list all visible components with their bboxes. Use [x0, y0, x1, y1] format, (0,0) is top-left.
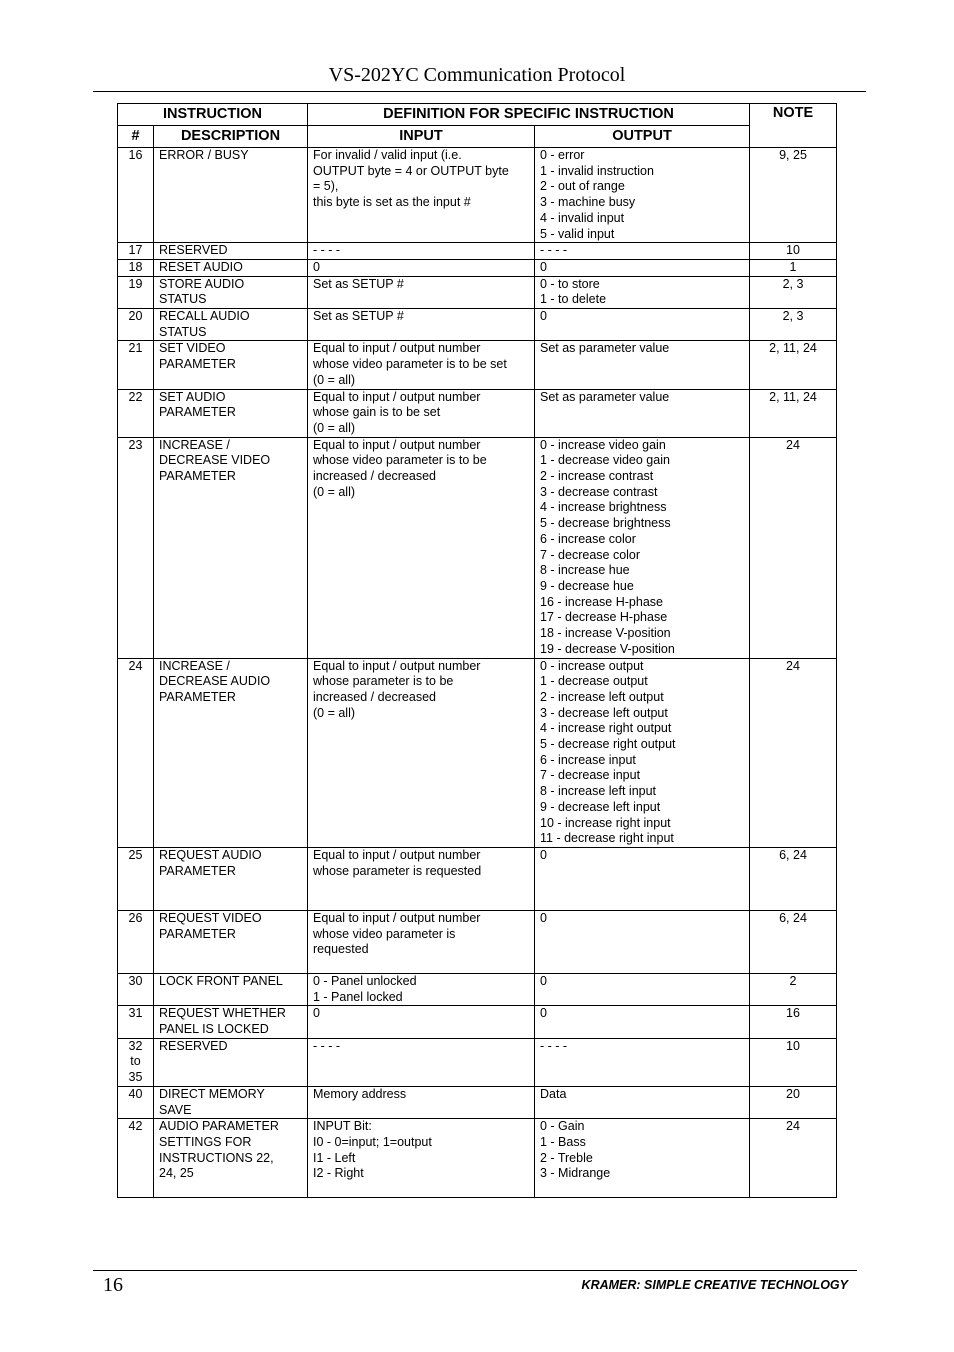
cell-description [154, 437, 308, 658]
cell-line: STORE AUDIO [159, 276, 245, 291]
cell-description [154, 658, 308, 847]
cell-line: PANEL IS LOCKED [159, 1022, 269, 1037]
table-row [118, 389, 837, 437]
cell-input [308, 341, 535, 389]
cell-line: 9 - decrease left input [540, 799, 661, 814]
cell-line: 11 - decrease right input [540, 831, 674, 846]
cell-input [308, 973, 535, 1005]
cell-line: REQUEST WHETHER [159, 1006, 286, 1021]
cell-line: 26 [128, 910, 143, 925]
cell-line: 2 [789, 973, 797, 988]
header-output: OUTPUT [535, 126, 750, 148]
cell-line: 6, 24 [779, 847, 807, 862]
page-number: 16 [103, 1274, 123, 1296]
cell-line: - - - - [313, 1038, 341, 1053]
cell-line: 8 - increase left input [540, 784, 657, 799]
cell-num [118, 437, 154, 658]
cell-input [308, 309, 535, 341]
cell-num [118, 1038, 154, 1086]
cell-line: whose video parameter is [313, 926, 456, 941]
cell-description [154, 1119, 308, 1198]
cell-line: Set as parameter value [540, 389, 670, 404]
cell-note [750, 389, 837, 437]
cell-line: 0 - increase video gain [540, 437, 666, 452]
cell-line: 0 - Panel unlocked [313, 973, 417, 988]
cell-output [535, 658, 750, 847]
cell-line: 4 - increase brightness [540, 500, 667, 515]
cell-line: - - - - [313, 243, 341, 258]
cell-line: 0 [540, 847, 547, 862]
cell-line: 0 [313, 1006, 320, 1021]
cell-note [750, 910, 837, 973]
protocol-table-body [118, 148, 837, 1198]
cell-line: 5 - valid input [540, 226, 615, 241]
cell-line: 20 [128, 309, 143, 324]
cell-line: RESET AUDIO [159, 259, 243, 274]
cell-line: 2 - Treble [540, 1150, 593, 1165]
cell-description [154, 309, 308, 341]
table-row [118, 243, 837, 260]
cell-line: increased / decreased [313, 689, 436, 704]
cell-line: 0 [540, 309, 547, 324]
cell-line: PARAMETER [159, 405, 236, 420]
cell-line: 3 - decrease left output [540, 705, 668, 720]
cell-line: this byte is set as the input # [313, 195, 471, 210]
cell-line: 0 [540, 259, 547, 274]
cell-line: whose gain is to be set [313, 405, 441, 420]
cell-output [535, 437, 750, 658]
cell-line: Memory address [313, 1086, 407, 1101]
cell-line: SET AUDIO [159, 389, 226, 404]
cell-line: Equal to input / output number [313, 389, 481, 404]
cell-line: whose video parameter is to be set [313, 357, 507, 372]
cell-num [118, 243, 154, 260]
cell-line: requested [313, 942, 369, 957]
cell-line: 20 [786, 1086, 800, 1101]
cell-line: 8 - increase hue [540, 563, 630, 578]
cell-output [535, 1006, 750, 1038]
cell-description [154, 276, 308, 308]
cell-line: 25 [128, 847, 143, 862]
cell-output [535, 148, 750, 243]
cell-line: (0 = all) [313, 372, 356, 387]
cell-line: 23 [128, 437, 143, 452]
cell-note [750, 341, 837, 389]
table-row [118, 259, 837, 276]
cell-line: 22 [128, 389, 143, 404]
page-title: VS-202YC Communication Protocol [328, 64, 626, 86]
cell-line: 9, 25 [779, 148, 807, 162]
cell-line: INPUT Bit: [313, 1119, 372, 1134]
cell-line: 10 [786, 1038, 800, 1053]
cell-output [535, 1038, 750, 1086]
cell-line: 3 - machine busy [540, 195, 636, 210]
footer-brand: KRAMER: SIMPLE CREATIVE TECHNOLOGY [581, 1278, 848, 1292]
header-note: NOTE [750, 104, 837, 148]
table-row [118, 276, 837, 308]
cell-line: 0 - error [540, 148, 585, 162]
cell-line: 24 [786, 1119, 800, 1134]
cell-line: Set as SETUP # [313, 309, 404, 324]
cell-line: 6, 24 [779, 910, 807, 925]
cell-line: 5 - decrease brightness [540, 516, 671, 531]
cell-output [535, 259, 750, 276]
cell-output [535, 1119, 750, 1198]
cell-line: RESERVED [159, 1038, 228, 1053]
cell-output [535, 973, 750, 1005]
cell-line: 1 - Bass [540, 1134, 586, 1149]
cell-line: SETTINGS FOR [159, 1134, 252, 1149]
cell-line: 17 - decrease H-phase [540, 610, 668, 625]
cell-line: 17 [128, 243, 143, 258]
cell-line: 19 - decrease V-position [540, 641, 675, 656]
cell-output [535, 309, 750, 341]
cell-description [154, 148, 308, 243]
cell-line: 0 - to store [540, 276, 600, 291]
cell-description [154, 847, 308, 910]
cell-output [535, 847, 750, 910]
cell-line: Set as parameter value [540, 341, 670, 356]
header-input: INPUT [308, 126, 535, 148]
cell-line: 1 - invalid instruction [540, 163, 654, 178]
cell-input [308, 847, 535, 910]
cell-line: 2, 3 [782, 276, 804, 291]
cell-output [535, 910, 750, 973]
cell-note [750, 309, 837, 341]
cell-num [118, 276, 154, 308]
cell-line: PARAMETER [159, 689, 236, 704]
cell-line: I0 - 0=input; 1=output [313, 1134, 432, 1149]
cell-line: 2, 11, 24 [769, 389, 817, 404]
cell-line: 10 [786, 243, 800, 258]
header-num: # [118, 126, 154, 148]
cell-note [750, 973, 837, 1005]
header-instruction: INSTRUCTION [118, 104, 308, 126]
protocol-table [117, 103, 837, 1198]
cell-description [154, 1038, 308, 1086]
cell-num [118, 389, 154, 437]
cell-num [118, 1119, 154, 1198]
cell-description [154, 243, 308, 260]
cell-line: 24 [786, 437, 800, 452]
cell-line: 10 - increase right input [540, 815, 671, 830]
cell-description [154, 389, 308, 437]
cell-description [154, 973, 308, 1005]
cell-line: 1 - decrease video gain [540, 453, 670, 468]
cell-line: 0 [313, 259, 320, 274]
cell-line: 2, 11, 24 [769, 341, 817, 356]
table-row [118, 1086, 837, 1118]
cell-input [308, 910, 535, 973]
cell-line: REQUEST VIDEO [159, 910, 262, 925]
cell-line: - - - - [540, 243, 568, 258]
cell-input [308, 1038, 535, 1086]
cell-input [308, 389, 535, 437]
cell-line: 24, 25 [159, 1166, 194, 1181]
table-row [118, 1119, 837, 1198]
cell-line: 19 [128, 276, 143, 291]
cell-line: LOCK FRONT PANEL [159, 973, 283, 988]
cell-input [308, 243, 535, 260]
cell-input [308, 1086, 535, 1118]
cell-line: STATUS [159, 324, 207, 339]
cell-line: 16 [128, 148, 143, 162]
header-description: DESCRIPTION [154, 126, 308, 148]
cell-line: DIRECT MEMORY [159, 1086, 265, 1101]
cell-line: 40 [128, 1086, 143, 1101]
cell-description [154, 1086, 308, 1118]
cell-line: - - - - [540, 1038, 568, 1053]
cell-line: REQUEST AUDIO [159, 847, 262, 862]
cell-line: INSTRUCTIONS 22, [159, 1150, 274, 1165]
cell-line: 35 [128, 1070, 143, 1085]
cell-line: Equal to input / output number [313, 910, 481, 925]
cell-line: For invalid / valid input (i.e. [313, 148, 462, 162]
cell-line: Equal to input / output number [313, 658, 481, 673]
cell-line: to [130, 1054, 141, 1069]
cell-input [308, 658, 535, 847]
cell-line: 16 [786, 1006, 800, 1021]
cell-line: Equal to input / output number [313, 847, 481, 862]
cell-line: 32 [128, 1038, 143, 1053]
cell-num [118, 658, 154, 847]
cell-line: whose parameter is requested [313, 863, 482, 878]
cell-input [308, 1119, 535, 1198]
cell-line: I2 - Right [313, 1166, 364, 1181]
table-row [118, 1038, 837, 1086]
cell-num [118, 1006, 154, 1038]
cell-description [154, 259, 308, 276]
cell-line: 1 [789, 259, 797, 274]
cell-num [118, 341, 154, 389]
table-row [118, 658, 837, 847]
cell-num [118, 1086, 154, 1118]
cell-line: 6 - increase input [540, 752, 636, 767]
cell-line: I1 - Left [313, 1150, 356, 1165]
header-definition: DEFINITION FOR SPECIFIC INSTRUCTION [308, 104, 750, 126]
table-row [118, 148, 837, 243]
cell-line: 2, 3 [782, 309, 804, 324]
cell-line: AUDIO PARAMETER [159, 1119, 279, 1134]
cell-line: 7 - decrease input [540, 768, 641, 783]
cell-note [750, 437, 837, 658]
cell-line: 18 - increase V-position [540, 626, 671, 641]
cell-line: DECREASE VIDEO [159, 453, 271, 468]
cell-line: 5 - decrease right output [540, 737, 676, 752]
cell-line: 2 - out of range [540, 179, 625, 194]
cell-line: PARAMETER [159, 926, 236, 941]
cell-num [118, 259, 154, 276]
cell-line: Set as SETUP # [313, 276, 404, 291]
cell-line: (0 = all) [313, 705, 356, 720]
cell-input [308, 437, 535, 658]
cell-line: 1 - to delete [540, 292, 607, 307]
cell-description [154, 1006, 308, 1038]
cell-num [118, 973, 154, 1005]
cell-output [535, 341, 750, 389]
cell-note [750, 259, 837, 276]
cell-line: OUTPUT byte = 4 or OUTPUT byte [313, 163, 509, 178]
cell-note [750, 276, 837, 308]
cell-line: 1 - Panel locked [313, 989, 403, 1004]
cell-line: 1 - decrease output [540, 674, 648, 689]
cell-line: PARAMETER [159, 863, 236, 878]
cell-line: 24 [128, 658, 143, 673]
cell-line: Equal to input / output number [313, 437, 481, 452]
cell-line: (0 = all) [313, 420, 356, 435]
cell-line: 4 - increase right output [540, 721, 672, 736]
cell-line: whose parameter is to be [313, 674, 454, 689]
cell-line: = 5), [313, 179, 339, 194]
cell-note [750, 1038, 837, 1086]
cell-output [535, 389, 750, 437]
cell-description [154, 341, 308, 389]
cell-input [308, 148, 535, 243]
cell-line: SET VIDEO [159, 341, 226, 356]
cell-line: DECREASE AUDIO [159, 674, 271, 689]
cell-input [308, 259, 535, 276]
table-row [118, 1006, 837, 1038]
cell-note [750, 148, 837, 243]
cell-output [535, 276, 750, 308]
cell-line: 6 - increase color [540, 531, 636, 546]
cell-line: 4 - invalid input [540, 210, 625, 225]
cell-note [750, 847, 837, 910]
cell-line: (0 = all) [313, 484, 356, 499]
cell-line: RESERVED [159, 243, 228, 258]
header-rule [93, 91, 866, 92]
cell-output [535, 1086, 750, 1118]
cell-line: 3 - decrease contrast [540, 484, 658, 499]
footer-rule [93, 1270, 857, 1271]
cell-line: Data [540, 1086, 567, 1101]
table-row [118, 973, 837, 1005]
cell-note [750, 1119, 837, 1198]
cell-line: 30 [128, 973, 143, 988]
cell-line: 0 - Gain [540, 1119, 585, 1134]
cell-line: 7 - decrease color [540, 547, 641, 562]
cell-line: whose video parameter is to be [313, 453, 487, 468]
cell-note [750, 1086, 837, 1118]
cell-line: 42 [128, 1119, 143, 1134]
cell-note [750, 243, 837, 260]
cell-line: 21 [128, 341, 143, 356]
cell-num [118, 847, 154, 910]
cell-line: 2 - increase left output [540, 689, 664, 704]
table-row [118, 437, 837, 658]
cell-line: INCREASE / [159, 658, 230, 673]
cell-line: 0 [540, 1006, 547, 1021]
cell-line: PARAMETER [159, 469, 236, 484]
cell-output [535, 243, 750, 260]
table-row [118, 309, 837, 341]
cell-note [750, 1006, 837, 1038]
cell-input [308, 1006, 535, 1038]
cell-line: RECALL AUDIO [159, 309, 250, 324]
cell-line: 16 - increase H-phase [540, 594, 663, 609]
table-row [118, 910, 837, 973]
cell-line: Equal to input / output number [313, 341, 481, 356]
cell-line: increased / decreased [313, 469, 436, 484]
cell-description [154, 910, 308, 973]
cell-line: INCREASE / [159, 437, 230, 452]
cell-line: PARAMETER [159, 357, 236, 372]
cell-line: SAVE [159, 1102, 192, 1117]
cell-line: 3 - Midrange [540, 1166, 611, 1181]
cell-line: STATUS [159, 292, 207, 307]
cell-note [750, 658, 837, 847]
cell-line: 31 [128, 1006, 143, 1021]
cell-num [118, 910, 154, 973]
cell-num [118, 309, 154, 341]
cell-line: 2 - increase contrast [540, 469, 654, 484]
cell-num [118, 148, 154, 243]
cell-line: 0 [540, 973, 547, 988]
cell-input [308, 276, 535, 308]
cell-line: ERROR / BUSY [159, 148, 249, 162]
cell-line: 0 [540, 910, 547, 925]
table-row [118, 341, 837, 389]
table-row [118, 847, 837, 910]
cell-line: 18 [128, 259, 143, 274]
cell-line: 9 - decrease hue [540, 578, 634, 593]
cell-line: 24 [786, 658, 800, 673]
cell-line: 0 - increase output [540, 658, 644, 673]
